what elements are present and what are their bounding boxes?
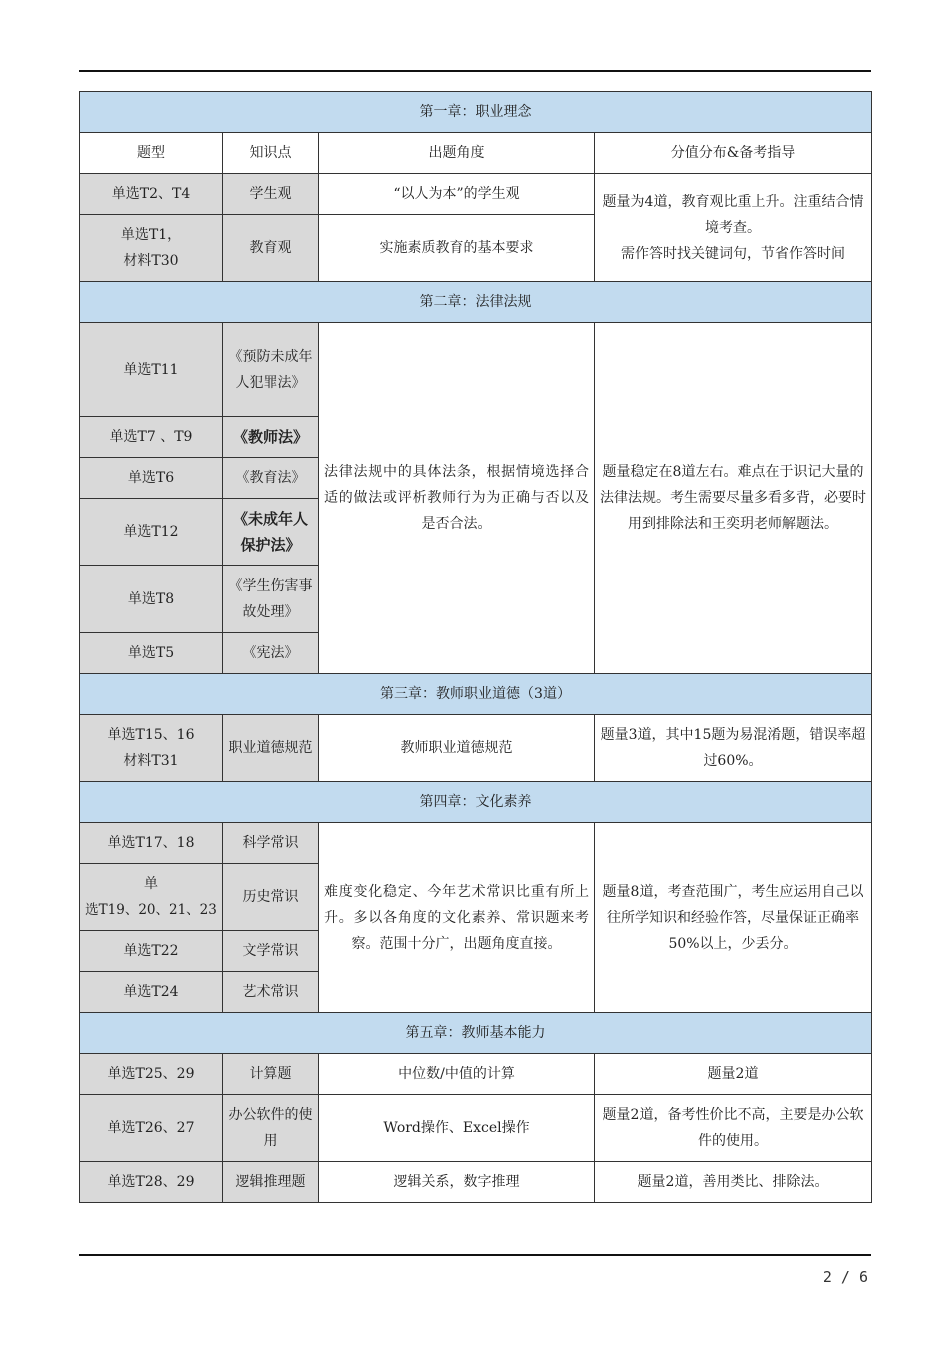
table-row bbox=[80, 715, 872, 782]
question-type-line: 单选T15、16 bbox=[107, 727, 195, 743]
question-type: 单选T28、29 bbox=[80, 1162, 223, 1203]
knowledge-point: 《教育法》 bbox=[223, 458, 319, 499]
knowledge-point: 职业道德规范 bbox=[223, 715, 319, 782]
question-type: 单选T7 、T9 bbox=[80, 417, 223, 458]
question-type: 单选T24 bbox=[80, 972, 223, 1013]
score-guide: 题量8道，考查范围广，考生应运用自己以往所学知识和经验作答，尽量保证正确率50%以上，少丢分。 bbox=[595, 823, 872, 1013]
score-guide: 题量2道，备考性价比不高，主要是办公软件的使用。 bbox=[595, 1095, 872, 1162]
header-question-type: 题型 bbox=[80, 133, 223, 174]
question-type-line: 材料T30 bbox=[123, 253, 179, 269]
chapter-row bbox=[80, 782, 872, 823]
question-angle: 中位数/中值的计算 bbox=[319, 1054, 595, 1095]
chapter-row bbox=[80, 282, 872, 323]
knowledge-point: 教育观 bbox=[223, 215, 319, 282]
question-type-line: 单 bbox=[144, 876, 158, 892]
page-number: 2 / 6 bbox=[822, 1268, 868, 1286]
table-row bbox=[80, 1095, 872, 1162]
knowledge-point: 计算题 bbox=[223, 1054, 319, 1095]
chapter-row bbox=[80, 674, 872, 715]
question-type: 单选T25、29 bbox=[80, 1054, 223, 1095]
chapter-2-title: 第二章：法律法规 bbox=[80, 282, 872, 323]
score-guide: 题量2道 bbox=[595, 1054, 872, 1095]
chapter-3-title: 第三章：教师职业道德（3道） bbox=[80, 674, 872, 715]
knowledge-point: 《学生伤害事故处理》 bbox=[223, 566, 319, 633]
question-type: 单选T12 bbox=[80, 499, 223, 566]
question-angle: 实施素质教育的基本要求 bbox=[319, 215, 595, 282]
question-type: 单选T5 bbox=[80, 633, 223, 674]
table-row bbox=[80, 323, 872, 417]
question-type: 单选T8 bbox=[80, 566, 223, 633]
guide-line: 需作答时找关键词句，节省作答时间 bbox=[621, 245, 845, 262]
knowledge-point: 《预防未成年人犯罪法》 bbox=[223, 323, 319, 417]
knowledge-point: 历史常识 bbox=[223, 864, 319, 931]
footer-rule bbox=[79, 1254, 871, 1256]
question-type: 单选T6 bbox=[80, 458, 223, 499]
table-row bbox=[80, 1054, 872, 1095]
knowledge-point: 文学常识 bbox=[223, 931, 319, 972]
question-type-line: 单选T1， bbox=[120, 227, 182, 243]
question-type: 单选T17、18 bbox=[80, 823, 223, 864]
knowledge-point: 《未成年人保护法》 bbox=[223, 499, 319, 566]
question-type: 单选T11 bbox=[80, 323, 223, 417]
header-score-guide: 分值分布&备考指导 bbox=[595, 133, 872, 174]
knowledge-point: 《宪法》 bbox=[223, 633, 319, 674]
header-knowledge-point: 知识点 bbox=[223, 133, 319, 174]
question-type: 单选T26、27 bbox=[80, 1095, 223, 1162]
question-type: 单选T2、T4 bbox=[80, 174, 223, 215]
knowledge-point: 科学常识 bbox=[223, 823, 319, 864]
question-type bbox=[80, 864, 223, 931]
question-angle: 难度变化稳定、今年艺术常识比重有所上升。多以各角度的文化素养、常识题来考察。范围十分广，出题角度直接。 bbox=[319, 823, 595, 1013]
chapter-row bbox=[80, 1013, 872, 1054]
chapter-5-title: 第五章：教师基本能力 bbox=[80, 1013, 872, 1054]
table-row bbox=[80, 1162, 872, 1203]
chapter-1-title: 第一章：职业理念 bbox=[80, 92, 872, 133]
score-guide: 题量2道，善用类比、排除法。 bbox=[595, 1162, 872, 1203]
question-angle: Word操作、Excel操作 bbox=[319, 1095, 595, 1162]
column-header-row bbox=[80, 133, 872, 174]
exam-analysis-table bbox=[79, 91, 872, 1203]
header-rule bbox=[79, 70, 871, 72]
knowledge-point: 逻辑推理题 bbox=[223, 1162, 319, 1203]
score-guide bbox=[595, 174, 872, 282]
knowledge-point: 艺术常识 bbox=[223, 972, 319, 1013]
question-type bbox=[80, 215, 223, 282]
question-type: 单选T22 bbox=[80, 931, 223, 972]
table-row bbox=[80, 174, 872, 215]
knowledge-point: 办公软件的使用 bbox=[223, 1095, 319, 1162]
question-type bbox=[80, 715, 223, 782]
chapter-row bbox=[80, 92, 872, 133]
question-angle: 逻辑关系，数字推理 bbox=[319, 1162, 595, 1203]
knowledge-point: 学生观 bbox=[223, 174, 319, 215]
question-angle: 法律法规中的具体法条，根据情境选择合适的做法或评析教师行为为正确与否以及是否合法。 bbox=[319, 323, 595, 674]
question-angle: “以人为本”的学生观 bbox=[319, 174, 595, 215]
chapter-4-title: 第四章：文化素养 bbox=[80, 782, 872, 823]
question-angle: 教师职业道德规范 bbox=[319, 715, 595, 782]
knowledge-point: 《教师法》 bbox=[223, 417, 319, 458]
guide-line: 题量为4道，教育观比重上升。注重结合情境考查。 bbox=[602, 193, 864, 236]
question-type-line: 选T19、20、21、23 bbox=[85, 902, 217, 918]
table-row bbox=[80, 823, 872, 864]
score-guide: 题量稳定在8道左右。难点在于识记大量的法律法规。考生需要尽量多看多背，必要时用到排除法和王奕玥老师解题法。 bbox=[595, 323, 872, 674]
question-type-line: 材料T31 bbox=[123, 753, 179, 769]
score-guide: 题量3道，其中15题为易混淆题，错误率超过60%。 bbox=[595, 715, 872, 782]
header-question-angle: 出题角度 bbox=[319, 133, 595, 174]
